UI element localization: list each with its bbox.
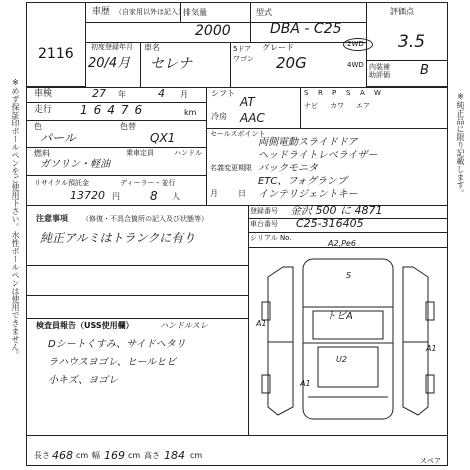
mark-center: U2 <box>336 355 347 364</box>
date-day: 日 <box>238 189 246 198</box>
shift-value: AT <box>240 95 255 109</box>
report-title: 検査員報告（USS使用欄） <box>36 321 134 330</box>
color-code: QX1 <box>150 131 176 145</box>
height-label: 高さ <box>144 451 160 460</box>
car-name: セレナ <box>150 56 192 72</box>
selling-point-2: ヘッドライトレベライザー <box>258 150 378 161</box>
drive-2wd: 2WD <box>347 40 364 48</box>
first-reg-label: 初度登録年月 <box>91 43 133 51</box>
right-side-view <box>403 267 428 415</box>
option-s2: S <box>346 89 351 97</box>
body-type-2: ワゴン <box>233 55 254 63</box>
height-value: 184 <box>164 449 185 462</box>
report-item-2: ラハウスヨゴレ、ヒールヒビ <box>48 357 177 368</box>
car-history-label: 車歴 <box>92 7 111 17</box>
grade-value: 20G <box>276 54 307 72</box>
spare-label: スペア <box>420 457 441 465</box>
report-handle-note: ハンドルスレ <box>160 321 208 330</box>
mileage-unit: km <box>184 108 197 117</box>
interior-score: B <box>420 63 429 78</box>
recycle-value: 13720 <box>70 189 105 202</box>
recycle-unit: 円 <box>112 192 120 201</box>
width-unit: cm <box>128 451 141 460</box>
side-note-right: ※純正品に限り記載します。 <box>456 92 465 197</box>
drive-4wd: 4WD <box>347 61 364 69</box>
model-code: DBA - C25 <box>270 21 342 37</box>
mileage-label: 走行 <box>34 105 53 115</box>
left-side-view <box>268 267 293 415</box>
report-item-1: Dシートくすみ、サイドヘタリ <box>48 339 186 350</box>
shaken-label: 車検 <box>34 89 53 99</box>
mark-rear: A1 <box>300 379 311 388</box>
side-note-left: ※めず保証印ボールペンをご使用下さい。水性ボールペンは使用できません。 <box>11 78 20 359</box>
selling-point-5: インテリジェントキー <box>258 189 358 200</box>
reg-label: 登録番号 <box>250 207 278 215</box>
height-unit: cm <box>190 451 203 460</box>
seats-label: 乗車定員 <box>126 149 154 157</box>
notes-title: 注意事項 <box>36 214 68 223</box>
date-label: 名義変更期限 <box>210 164 252 172</box>
color-alt-label: 色替 <box>120 122 136 131</box>
option-p: P <box>332 89 337 97</box>
fuel-label: 燃料 <box>34 149 50 158</box>
selling-point-3: バックモニタ <box>258 163 318 174</box>
aircon-label: 冷房 <box>211 112 227 121</box>
color-value: パール <box>40 131 76 145</box>
color-label: 色 <box>34 122 42 131</box>
mark-roof: S <box>346 271 352 280</box>
selling-point-1: 両側電動スライドドア <box>258 137 358 148</box>
length-label: 長さ <box>34 451 50 460</box>
shift-label: シフト <box>211 89 235 98</box>
score-value: 3.5 <box>398 32 426 52</box>
option-a: A <box>360 89 365 97</box>
width-label: 幅 <box>92 451 100 460</box>
car-name-label: 車名 <box>144 43 160 52</box>
length-unit: cm <box>76 451 89 460</box>
length-value: 468 <box>52 449 73 462</box>
selling-point-4: ETC、フォグランプ <box>258 176 347 187</box>
displacement-label: 排気量 <box>183 8 207 17</box>
seats-value: 8 <box>150 189 158 203</box>
grade-label: グレード <box>262 43 294 52</box>
first-reg-value: 20/4月 <box>88 56 131 71</box>
option-r: R <box>318 89 323 97</box>
shaken-year-unit: 年 <box>118 90 126 99</box>
score-label: 評価点 <box>390 7 414 16</box>
option-w: W <box>374 89 381 97</box>
width-value: 169 <box>104 449 125 462</box>
recycle-label: リサイクル預託金 <box>34 179 90 187</box>
interior-label: 内装補助評価 <box>369 63 390 79</box>
serial-label: シリアル No. <box>250 234 292 242</box>
option-leather: カワ <box>330 102 344 110</box>
car-history-note: （自家用以外は記入） <box>115 8 185 16</box>
dealer-label: ディーラー・並行 <box>120 179 176 187</box>
lot-box <box>26 2 86 87</box>
date-month: 月 <box>210 189 218 198</box>
mileage-value: 16476 <box>80 103 149 117</box>
mark-right-1: A1 <box>426 344 437 353</box>
reg-number: 金沢 500 に 4871 <box>290 204 383 217</box>
handle-label: ハンドル <box>174 149 202 157</box>
shaken-month: 4 <box>158 87 165 100</box>
shaken-year: 27 <box>92 87 106 100</box>
model-label: 型式 <box>256 8 272 17</box>
notes-text: 純正アルミはトランクに有り <box>40 231 196 245</box>
option-airbag: エア <box>356 102 370 110</box>
lot-number: 2116 <box>38 46 74 62</box>
selling-points-label: セールスポイント <box>210 130 266 138</box>
body-type-1: 5ドア <box>233 45 252 53</box>
mark-trunk: トビA <box>326 311 353 322</box>
mark-left-1: A1 <box>256 319 267 328</box>
report-item-3: 小キズ、ヨゴレ <box>48 375 119 386</box>
seats-unit: 人 <box>172 192 180 201</box>
vin-label: 車台番号 <box>250 220 278 228</box>
option-navi: ナビ <box>304 102 318 110</box>
notes-title-note: （修復・不具合箇所の記入及び状態等） <box>82 215 208 223</box>
shaken-month-unit: 月 <box>180 90 188 99</box>
aircon-value: AAC <box>240 111 265 125</box>
option-s: S <box>304 89 309 97</box>
vin-value: C25-316405 <box>296 217 364 230</box>
mark-front: A2,Pe6 <box>328 239 356 248</box>
fuel-value: ガソリン・軽油 <box>40 159 110 170</box>
displacement-value: 2000 <box>195 23 231 39</box>
